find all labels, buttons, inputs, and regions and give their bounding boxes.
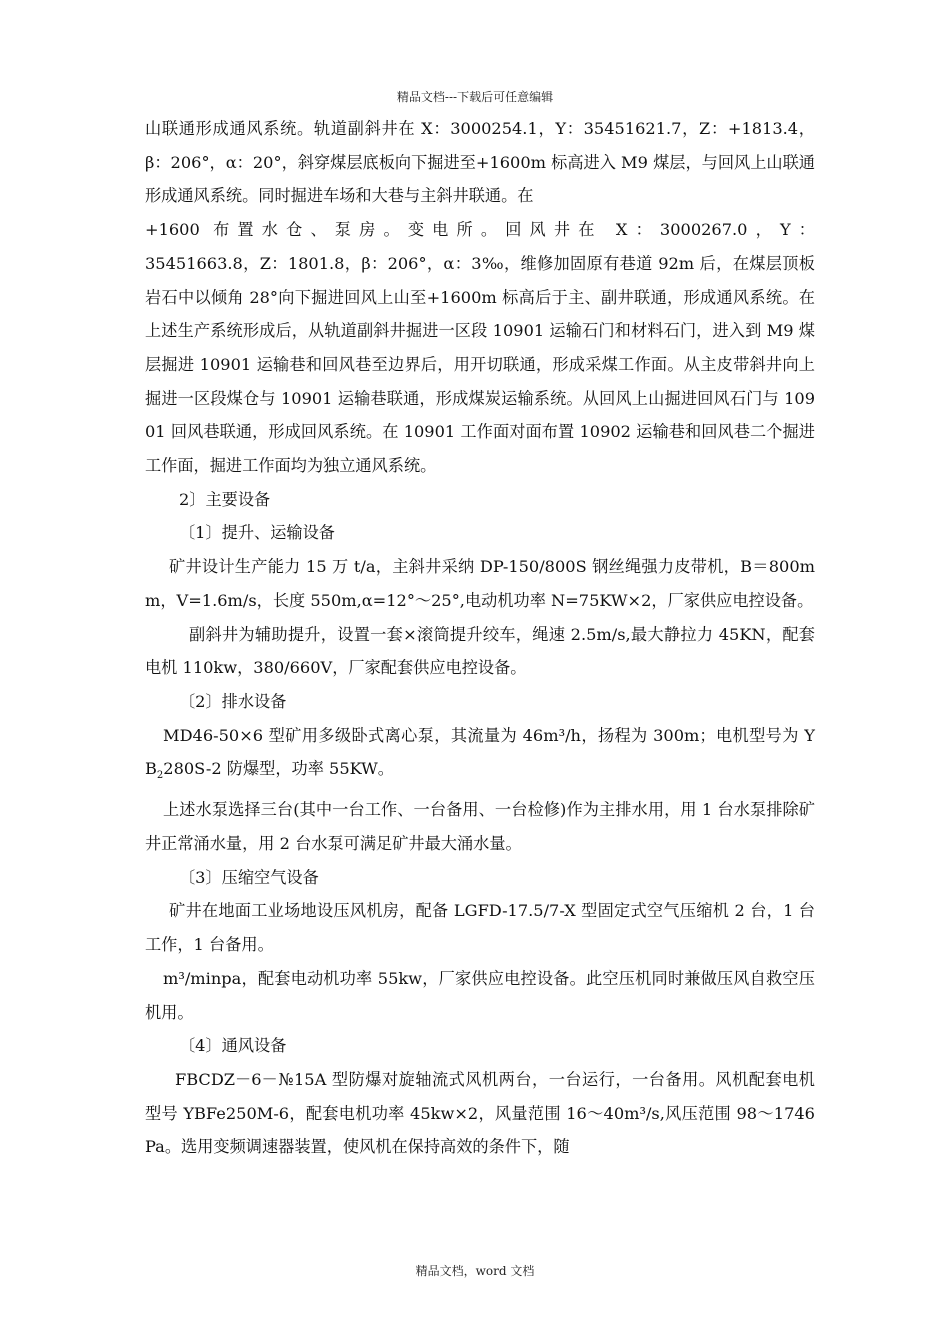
paragraph: 矿井设计生产能力 15 万 t/a，主斜井采纳 DP-150/800S 钢丝绳强力皮带机，B＝800mm，V=1.6m/s，长度 550m,α=12°～25°,电动机功率 N=75KW×2，厂家供应电控设备。 — [145, 557, 815, 610]
page-footer: 精品文档，word 文档 — [415, 1264, 535, 1278]
paragraph: 35451663.8，Z：1801.8，β：206°，α：3‰，维修加固原有巷道 92m 后，在煤层顶板岩石中以倾角 28°向下掘进回风上山至+1600m 标高后于主、副井联通，形成通风系统。在上述生产系统形成后，从轨道副斜井掘进一区段 10901 运输石门和材料石门，进入到 M9 煤层掘进 10901 运输巷和回风巷至边界后，用开切联通，形成采煤工作面。从主皮带斜井向上掘进一区段煤仓与 10901 运输巷联通，形成煤炭运输系统。从回风上山掘进回风石门与 10901 回风巷联通，形成回风系统。在 10901 工作面对面布置 10902 运输巷和回风巷二个掘进工作面，掘进工作面均为独立通风系统。 — [145, 253, 815, 476]
paragraph: 山联通形成通风系统。轨道副斜井在 X：3000254.1，Y：35451621.7，Z：+1813.4，β：206°，α：20°，斜穿煤层底板向下掘进至+1600m 标高进入 M9 煤层，与回风上山联通形成通风系统。同时掘进车场和大巷与主斜井联通。在 — [145, 119, 815, 206]
paragraph: 上述水泵选择三台(其中一台工作、一台备用、一台检修)作为主排水用，用 1 台水泵排除矿井正常涌水量，用 2 台水泵可满足矿井最大涌水量。 — [145, 800, 815, 853]
document-body — [145, 112, 815, 1164]
paragraph-text: MD46-50×6 型矿用多级卧式离心泵，其流量为 46m³/h，扬程为 300m；电机型号为 YB — [145, 725, 815, 779]
subsection-heading: 〔3〕压缩空气设备 — [179, 867, 319, 887]
paragraph — [145, 719, 815, 794]
paragraph: FBCDZ－6－№15A 型防爆对旋轴流式风机两台，一台运行，一台备用。风机配套电机型号 YBFe250M-6，配套电机功率 45kw×2，风量范围 16～40m³/s,风压范围 98～1746Pa。选用变频调速器装置，使风机在保持高效的条件下，随 — [145, 1069, 815, 1157]
subsection-heading: 〔4〕通风设备 — [179, 1036, 287, 1056]
page-header: 精品文档---下载后可任意编辑 — [396, 90, 554, 104]
paragraph-text: 280S-2 防爆型，功率 55KW。 — [163, 759, 394, 779]
paragraph: 副斜井为辅助提升，设置一套×滚筒提升绞车，绳速 2.5m/s,最大静拉力 45KN，配套电机 110kw，380/660V，厂家配套供应电控设备。 — [145, 624, 815, 678]
paragraph: 矿井在地面工业场地设压风机房，配备 LGFD-17.5/7-X 型固定式空气压缩机 2 台，1 台工作，1 台备用。 — [145, 901, 815, 955]
subscript: 2 — [156, 770, 164, 782]
paragraph: +1600 布置水仓、泵房。变电所。回风井在 X：3000267.0，Y： — [145, 220, 815, 240]
section-heading: 2〕主要设备 — [179, 489, 271, 509]
subsection-heading: 〔1〕提升、运输设备 — [179, 523, 335, 543]
subsection-heading: 〔2〕排水设备 — [179, 691, 287, 711]
paragraph: m³/minpa，配套电动机功率 55kw，厂家供应电控设备。此空压机同时兼做压风自救空压机用。 — [145, 968, 815, 1022]
